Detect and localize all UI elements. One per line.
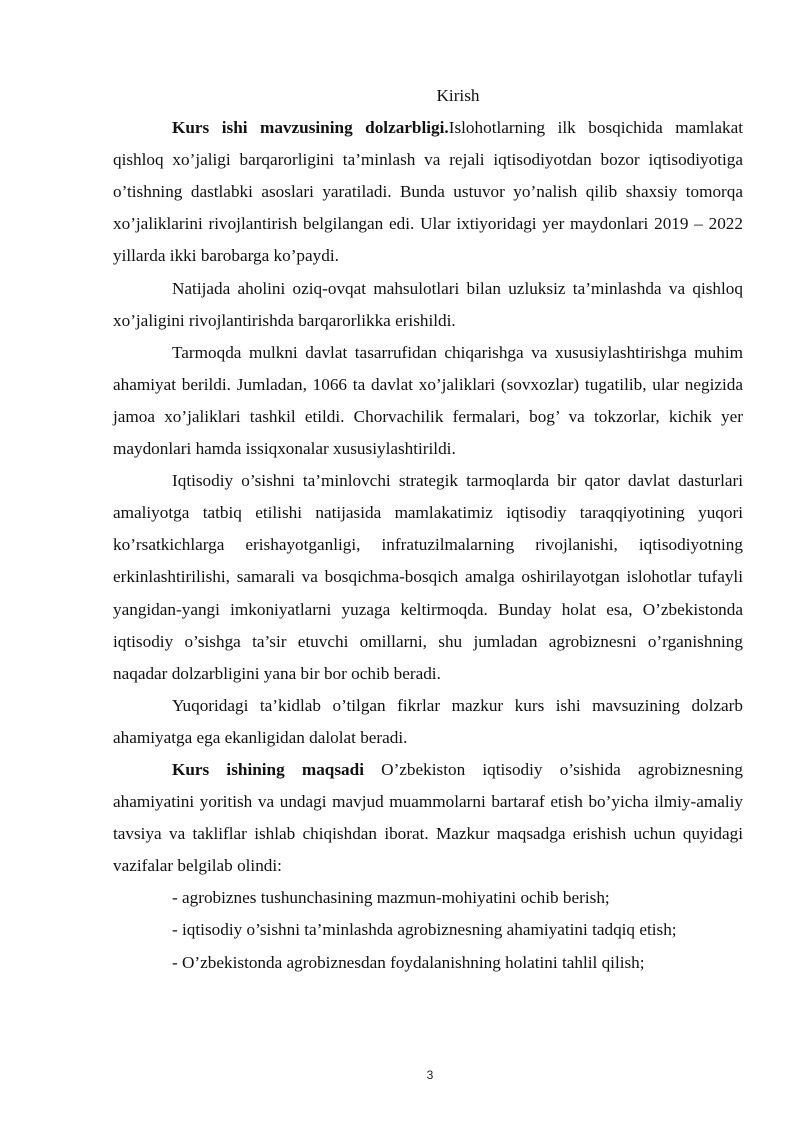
paragraph-relevance [113,112,743,272]
paragraph-lead: Kurs ishi mavzusining dolzarbligi. [172,118,449,138]
paragraph-conclusion [113,690,743,754]
paragraph-goal [113,754,743,882]
paragraph-text: Islohotlarning ilk bosqichida mamlakat qishloq xo’jaligi barqarorligini ta’minlash va rejali iqtisodiyotdan bozor iqtisodiyotiga o’tishning dastlabki asoslari yaratiladi. Bunda ustuvor yo’nalish qilib shaxsiy tomorqa xo’jaliklarini rivojlantirish belgilangan edi. Ular ixtiyoridagi yer maydonlari 2019 – 2022 yillarda ikki barobarga ko’paydi. [113,118,743,266]
paragraph-text: Natijada aholini oziq-ovqat mahsulotlari bilan uzluksiz ta’minlashda va qishloq xo’jaligini rivojlantirishda barqarorlikka erishildi. [113,278,743,330]
paragraph-lead: Kurs ishining maqsadi [172,759,364,779]
paragraph-privatization [113,337,743,465]
paragraph-result [113,273,743,337]
list-item: - agrobiznes tushunchasining mazmun-mohiyatini ochib berish; [172,888,610,908]
list-item: - iqtisodiy o’sishni ta’minlashda agrobiznesning ahamiyatini tadqiq etish; [172,920,677,940]
list-item: - O’zbekistonda agrobiznesdan foydalanishning holatini tahlil qilish; [172,952,645,972]
page-number: 3 [426,1068,434,1082]
body-text [113,80,743,979]
paragraph-text: Iqtisodiy o’sishni ta’minlovchi strategik tarmoqlarda bir qator davlat dasturlari amaliyotga tatbiq etilishi natijasida mamlakatimiz iqtisodiy taraqqiyotining yuqori ko’rsatkichlarga erishayotganligi, infratuzilmalarning rivojlanishi, iqtisodiyotning erkinlashtirilishi, samarali va bosqichma-bosqich amalga oshirilayotgan islohotlar tufayli yangidan-yangi imkoniyatlarni yuzaga keltirmoqda. Bunday holat esa, O’zbekistonda iqtisodiy o’sishga ta’sir etuvchi omillarni, shu jumladan agrobiznesni o’rganishning naqadar dolzarbligini yana bir bor ochib beradi. [113,471,743,683]
paragraph-growth [113,465,743,690]
paragraph-text: Yuqoridagi ta’kidlab o’tilgan fikrlar mazkur kurs ishi mavsuzining dolzarb ahamiyatga ega ekanligidan dalolat beradi. [113,695,743,747]
paragraph-text: Tarmoqda mulkni davlat tasarrufidan chiqarishga va xususiylashtirishga muhim ahamiyat berildi. Jumladan, 1066 ta davlat xo’jaliklari (sovxozlar) tugatilib, ular negizida jamoa xo’jaliklari tashkil etildi. Chorvachilik fermalari, bog’ va tokzorlar, kichik yer maydonlari hamda issiqxonalar xususiylashtirildi. [113,342,743,459]
paragraph-text: O’zbekiston iqtisodiy o’sishida agrobiznesning ahamiyatini yoritish va undagi mavjud muammolarni bartaraf etish bo’yicha ilmiy-amaliy tavsiya va takliflar ishlab chiqishdan iborat. Mazkur maqsadga erishish uchun quyidagi vazifalar belgilab olindi: [113,759,743,876]
section-heading: Kirish [436,86,480,105]
